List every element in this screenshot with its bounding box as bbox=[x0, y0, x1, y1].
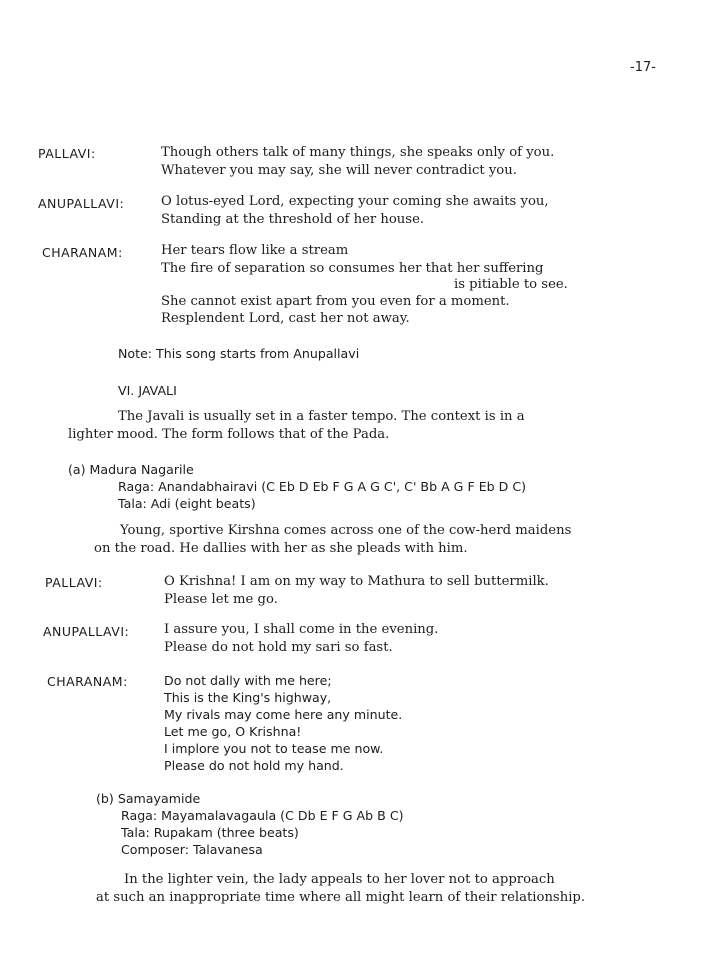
charanam-line: is pitiable to see. bbox=[454, 277, 568, 292]
anupallavi-line: Standing at the threshold of her house. bbox=[161, 212, 425, 227]
charanam-line: This is the King's highway, bbox=[164, 690, 332, 705]
intro-line: lighter mood. The form follows that of the Pada. bbox=[68, 427, 390, 442]
charanam-line: Resplendent Lord, cast her not away. bbox=[161, 311, 410, 326]
song-b-title: (b) Samayamide bbox=[96, 791, 201, 806]
anupallavi-line: I assure you, I shall come in the evening. bbox=[164, 622, 439, 637]
pallavi-line: Please let me go. bbox=[164, 592, 278, 607]
pallavi-line: Though others talk of many things, she speaks only of you. bbox=[161, 145, 555, 160]
song-a-title: (a) Madura Nagarile bbox=[68, 462, 194, 477]
page-number: -17- bbox=[630, 60, 656, 75]
charanam-line: Do not dally with me here; bbox=[164, 673, 332, 688]
charanam-line: Please do not hold my hand. bbox=[164, 758, 344, 773]
anupallavi-line: Please do not hold my sari so fast. bbox=[164, 640, 393, 655]
song-b-composer: Composer: Talavanesa bbox=[121, 842, 263, 857]
pallavi-label: PALLAVI: bbox=[38, 146, 96, 161]
pallavi-line: Whatever you may say, she will never contradict you. bbox=[161, 163, 517, 178]
song-b-tala: Tala: Rupakam (three beats) bbox=[121, 825, 299, 840]
charanam-line: My rivals may come here any minute. bbox=[164, 707, 403, 722]
intro-line: The Javali is usually set in a faster tempo. The context is in a bbox=[118, 409, 525, 424]
anupallavi-line: O lotus-eyed Lord, expecting your coming she awaits you, bbox=[161, 194, 549, 209]
song-note: Note: This song starts from Anupallavi bbox=[118, 346, 360, 361]
song-a-tala: Tala: Adi (eight beats) bbox=[118, 496, 256, 511]
charanam-line: The fire of separation so consumes her that her suffering bbox=[161, 261, 544, 276]
song-a-desc: on the road. He dallies with her as she pleads with him. bbox=[94, 541, 468, 556]
pallavi-label: PALLAVI: bbox=[45, 575, 103, 590]
anupallavi-label: ANUPALLAVI: bbox=[38, 196, 125, 211]
charanam-label: CHARANAM: bbox=[42, 245, 123, 260]
charanam-label: CHARANAM: bbox=[47, 674, 128, 689]
section-heading: VI. JAVALI bbox=[118, 383, 177, 398]
song-b-desc: In the lighter vein, the lady appeals to her lover not to approach bbox=[124, 872, 555, 887]
charanam-line: I implore you not to tease me now. bbox=[164, 741, 384, 756]
song-a-desc: Young, sportive Kirshna comes across one of the cow-herd maidens bbox=[120, 523, 572, 538]
charanam-line: Let me go, O Krishna! bbox=[164, 724, 302, 739]
song-a-raga: Raga: Anandabhairavi (C Eb D Eb F G A G C', C' Bb A G F Eb D C) bbox=[118, 479, 527, 494]
charanam-line: She cannot exist apart from you even for a moment. bbox=[161, 294, 510, 309]
song-b-desc: at such an inappropriate time where all might learn of their relationship. bbox=[96, 890, 586, 905]
song-b-raga: Raga: Mayamalavagaula (C Db E F G Ab B C) bbox=[121, 808, 404, 823]
pallavi-line: O Krishna! I am on my way to Mathura to sell buttermilk. bbox=[164, 574, 549, 589]
charanam-line: Her tears flow like a stream bbox=[161, 243, 349, 258]
anupallavi-label: ANUPALLAVI: bbox=[43, 624, 130, 639]
